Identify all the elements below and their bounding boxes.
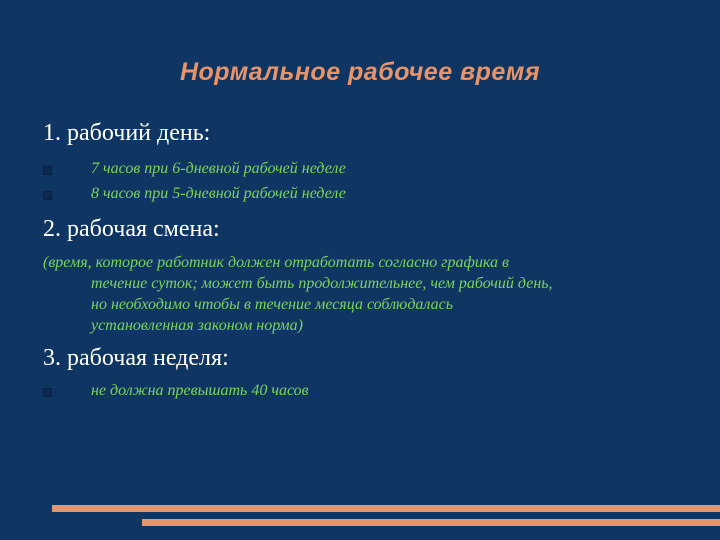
- decorative-bar-lower: [142, 519, 720, 526]
- square-bullet-icon: [43, 388, 52, 397]
- list-item: [43, 185, 683, 205]
- note-line: но необходимо чтобы в течение месяца соблюдалась: [91, 296, 453, 313]
- decorative-bar-upper: [52, 505, 720, 512]
- note-line: (время, которое работник должен отработать согласно графика в: [43, 254, 509, 271]
- page-title: Нормальное рабочее время: [179, 58, 541, 86]
- shift-note: [43, 252, 683, 336]
- section-heading-week: 3. рабочая неделя:: [43, 345, 229, 371]
- square-bullet-icon: [43, 166, 52, 175]
- note-line: установленная законом норма): [91, 317, 303, 334]
- list-item-text: 7 часов при 6-дневной рабочей неделе: [91, 160, 346, 177]
- list-item-text: 8 часов при 5-дневной рабочей неделе: [91, 185, 346, 202]
- section-heading-workday: 1. рабочий день:: [43, 120, 211, 146]
- note-line: течение суток; может быть продолжительнее, чем рабочий день,: [91, 275, 553, 292]
- list-item: [43, 160, 683, 180]
- section-heading-shift: 2. рабочая смена:: [43, 216, 220, 242]
- list-item: [43, 382, 683, 402]
- list-item-text: не должна превышать 40 часов: [91, 382, 309, 399]
- square-bullet-icon: [43, 191, 52, 200]
